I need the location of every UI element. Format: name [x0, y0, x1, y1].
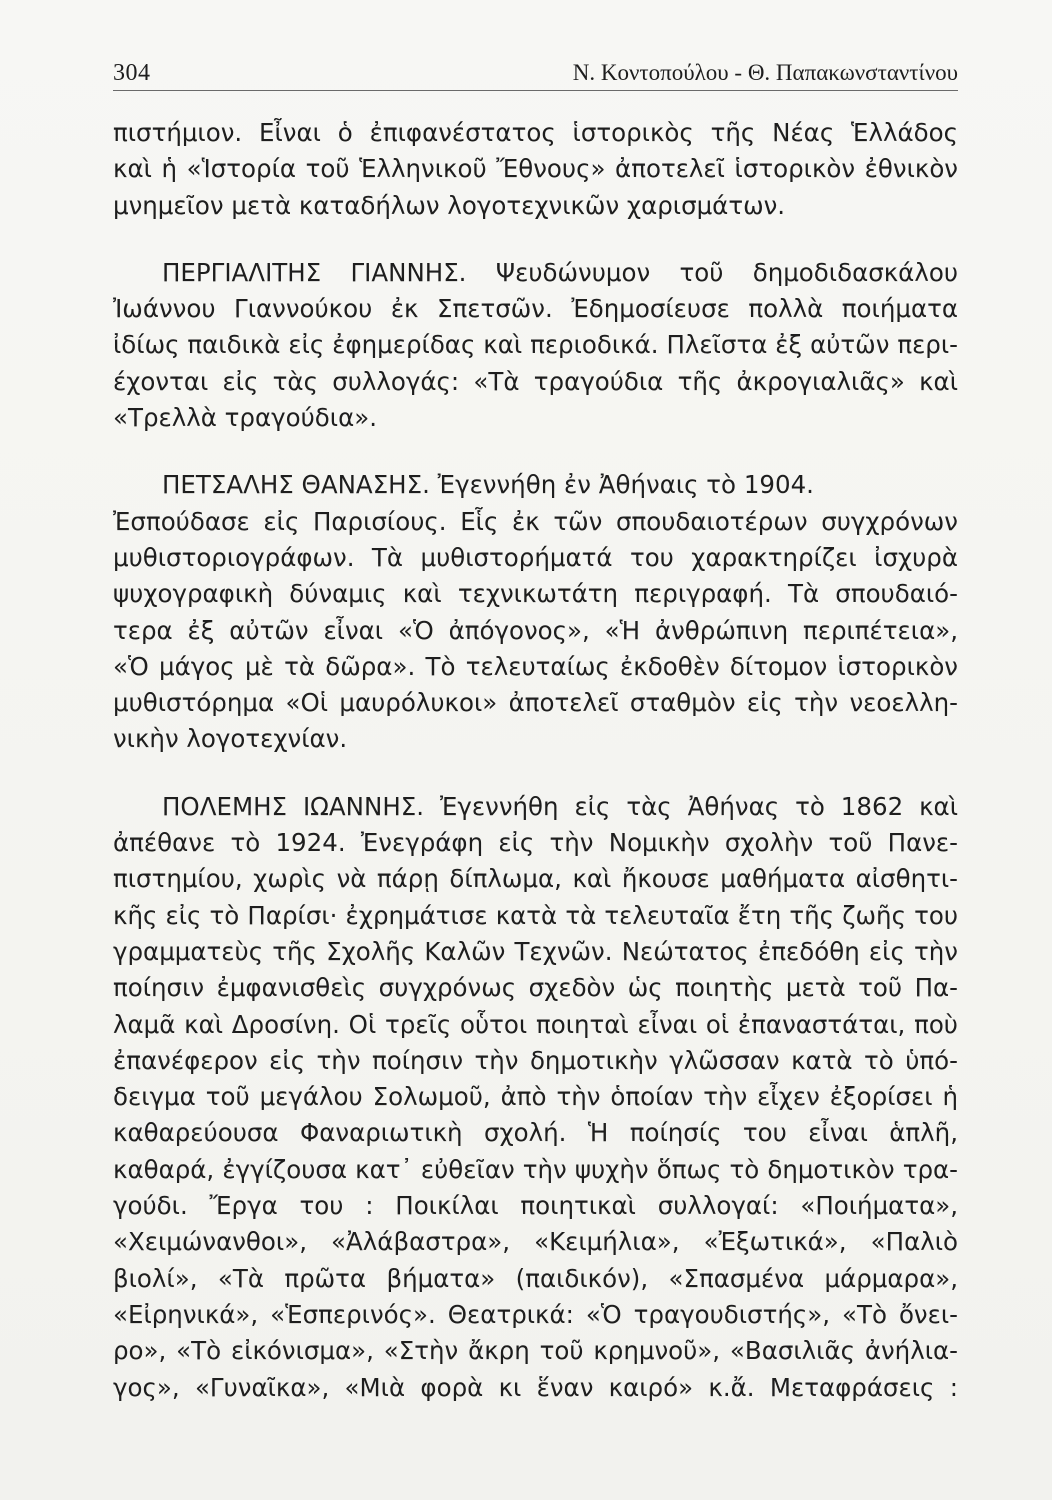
text-line: ποίησιν ἐμφανισθεὶς συγχρόνως σχεδὸν ὡς ποιητὴς μετὰ τοῦ Πα- [113, 973, 958, 1003]
text-line: μυθιστοριογράφων. Τὰ μυθιστορήματά του χαρακτηρίζει ἰσχυρὰ [113, 542, 958, 572]
text-line: λαμᾶ καὶ Δροσίνη. Οἱ τρεῖς οὗτοι ποιηταὶ εἶναι οἱ ἐπαναστάται, ποὺ [113, 1009, 958, 1039]
text-line: ΠΕΡΓΙΑΛΙΤΗΣ ΓΙΑΝΝΗΣ. Ψευδώνυμον τοῦ δημοδιδασκάλου [162, 257, 958, 287]
text-line: ρο», «Τὸ εἰκόνισμα», «Στὴν ἄκρη τοῦ κρημνοῦ», «Βασιλιᾶς ἀνήλια- [113, 1336, 958, 1366]
text-line: «Ὁ μάγος μὲ τὰ δῶρα». Τὸ τελευταίως ἐκδοθὲν δίτομον ἱστορικὸν [113, 651, 958, 681]
text-line: τερα ἐξ αὐτῶν εἶναι «Ὁ ἀπόγονος», «Ἡ ἀνθρώπινη περιπέτεια», [113, 615, 958, 645]
text-line: γούδι. Ἔργα του : Ποικίλαι ποιητικαὶ συλλογαί: «Ποιήματα», [113, 1191, 958, 1221]
text-line: κῆς εἰς τὸ Παρίσι· ἐχρημάτισε κατὰ τὰ τελευταῖα ἔτη τῆς ζωῆς του [113, 900, 958, 930]
text-line: «Εἰρηνικά», «Ἑσπερινός». Θεατρικά: «Ὁ τραγουδιστής», «Τὸ ὄνει- [113, 1299, 958, 1329]
text-line: δειγμα τοῦ μεγάλου Σολωμοῦ, ἀπὸ τὴν ὁποίαν τὴν εἶχεν ἐξορίσει ἡ [113, 1082, 958, 1112]
text-line: ἐπανέφερον εἰς τὴν ποίησιν τὴν δημοτικὴν γλῶσσαν κατὰ τὸ ὑπό- [113, 1045, 958, 1075]
running-head: Ν. Κοντοπούλου - Θ. Παπακωνσταντίνου [572, 60, 958, 85]
entry-polemis [113, 789, 958, 1406]
text-line: βιολί», «Τὰ πρῶτα βήματα» (παιδικόν), «Σπασμένα μάρμαρα», [113, 1263, 958, 1293]
text-line: καθαρεύουσα Φαναριωτικὴ σχολή. Ἡ ποίησίς του εἶναι ἁπλῆ, [113, 1118, 958, 1148]
text-line: πιστήμιον. Εἶναι ὁ ἐπιφανέστατος ἱστορικὸς τῆς Νέας Ἑλλάδος [113, 118, 958, 147]
text-line: καὶ ἡ «Ἱστορία τοῦ Ἑλληνικοῦ Ἔθνους» ἀποτελεῖ ἱστορικὸν ἐθνικὸν [113, 154, 958, 184]
page-header [113, 58, 958, 91]
text-line: ἰδίως παιδικὰ εἰς ἐφημερίδας καὶ περιοδικά. Πλεῖστα ἐξ αὐτῶν περι- [113, 330, 958, 360]
entry-pergialitis [113, 255, 958, 436]
text-line: νικὴν λογοτεχνίαν. [113, 724, 348, 754]
paragraph-continuation [113, 115, 958, 224]
text-line: έχονται εἰς τὰς συλλογάς: «Τὰ τραγούδια τῆς ἀκρογιαλιᾶς» καὶ [113, 366, 958, 396]
text-line: ψυχογραφικὴ δύναμις καὶ τεχνικωτάτη περιγραφή. Τὰ σπουδαιό- [113, 579, 958, 609]
text-line: ἀπέθανε τὸ 1924. Ἐνεγράφη εἰς τὴν Νομικὴν σχολὴν τοῦ Πανε- [113, 828, 958, 858]
text-line: μνημεῖον μετὰ καταδήλων λογοτεχνικῶν χαρισμάτων. [113, 190, 786, 220]
text-line: Ἰωάννου Γιαννούκου ἐκ Σπετσῶν. Ἐδημοσίευσε πολλὰ ποιήματα [113, 294, 958, 324]
text-line: ΠΕΤΣΑΛΗΣ ΘΑΝΑΣΗΣ. Ἐγεννήθη ἐν Ἀθήναις τὸ 1904. [162, 470, 814, 500]
text-line: καθαρά, ἐγγίζουσα κατ᾽ εὐθεῖαν τὴν ψυχὴν ὅπως τὸ δημοτικὸν τρα- [113, 1154, 958, 1184]
page-number: 304 [113, 60, 151, 86]
text-line: γος», «Γυναῖκα», «Μιὰ φορὰ κι ἕναν καιρό» κ.ἄ. Μεταφράσεις : [113, 1372, 958, 1402]
entry-petsalis [113, 467, 958, 757]
text-line: «Χειμώνανθοι», «Ἀλάβαστρα», «Κειμήλια», «Ἐξωτικά», «Παλιὸ [113, 1227, 958, 1257]
text-line: «Τρελλὰ τραγούδια». [113, 403, 378, 433]
text-line: Ἐσπούδασε εἰς Παρισίους. Εἷς ἐκ τῶν σπουδαιοτέρων συγχρόνων [113, 506, 958, 536]
text-line: μυθιστόρημα «Οἱ μαυρόλυκοι» ἀποτελεῖ σταθμὸν εἰς τὴν νεοελλη- [113, 688, 958, 718]
text-line: πιστημίου, χωρὶς νὰ πάρῃ δίπλωμα, καὶ ἤκουσε μαθήματα αἰσθητι- [113, 864, 958, 894]
text-line: ΠΟΛΕΜΗΣ ΙΩΑΝΝΗΣ. Ἐγεννήθη εἰς τὰς Ἀθήνας τὸ 1862 καὶ [162, 791, 958, 821]
page-body [113, 115, 958, 1437]
text-line: γραμματεὺς τῆς Σχολῆς Καλῶν Τεχνῶν. Νεώτατος ἐπεδόθη εἰς τὴν [113, 936, 958, 966]
